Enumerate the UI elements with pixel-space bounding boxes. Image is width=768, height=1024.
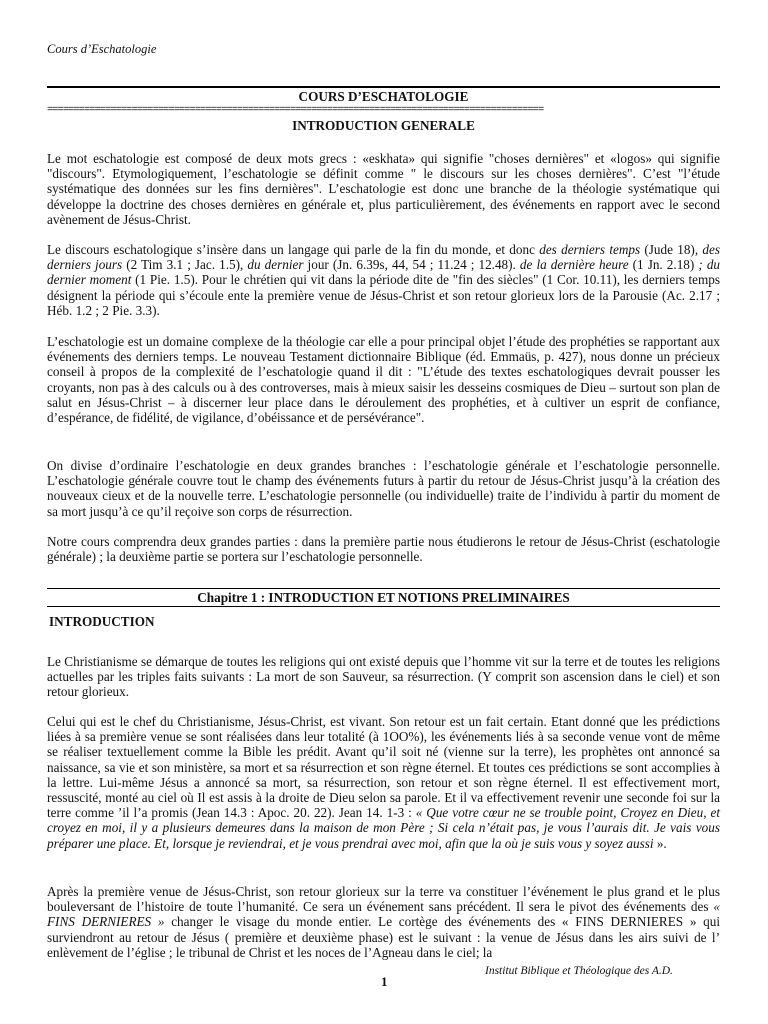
document-page [47,0,720,1024]
title-top-rule [47,86,720,88]
title-separator: ============================================================================================== [47,105,544,116]
chapter-bottom-rule [47,606,720,607]
chapter-paragraph-1: Le Christianisme se démarque de toutes les religions qui ont existé depuis que l’homme vit sur la terre et de toutes les religions actuelles par les triples faits suivants : La mort de son Sauveur, sa résurrection. (Y comprit son ascension dans le ciel) et son retour glorieux. [47,654,720,700]
section-title: INTRODUCTION GENERALE [292,118,475,133]
chapter-heading-bar [47,588,720,607]
chapter-title: Chapitre 1 : INTRODUCTION ET NOTIONS PRELIMINAIRES [197,590,570,605]
chapter-intro-heading: INTRODUCTION [49,614,155,629]
page-number: 1 [381,974,388,989]
intro-paragraph-4: On divise d’ordinaire l’eschatologie en deux grandes branches : l’eschatologie générale et l’eschatologie personnelle. L’eschatologie générale couvre tout le champ des événements futurs à partir du retour de Jésus-Christ jusqu’à la création des nouveaux cieux et de la nouvelle terre. L’eschatologie personnelle (ou individuelle) traite de l’individu à partir du moment de sa mort jusqu’à ce qu’il reçoive son corps de résurrection. [47,458,720,519]
intro-paragraph-1: Le mot eschatologie est composé de deux mots grecs : «eskhata» qui signifie "choses dernières" et «logos» qui signifie "discours". Etymologiquement, l’eschatologie se définit comme " le discours sur les choses dernières". C’est "l’étude systématique des données sur les fins dernières". L’eschatologie est donc une branche de la théologie systématique qui développe la doctrine des choses dernières en générale et, plus particulièrement, des événements en rapport avec le second avènement de Jésus-Christ. [47,151,720,227]
intro-paragraph-3: L’eschatologie est un domaine complexe de la théologie car elle a pour principal objet l’étude des prophéties se rapportant aux événements des derniers temps. Le nouveau Testament dictionnaire Biblique (éd. Emmaüs, p. 427), nous donne un précieux conseil à propos de la complexité de l’eschatologie quand il dit : "L’étude des textes eschatologiques devrait pousser les croyants, non pas à des calculs ou à des controverses, mais à mieux saisir les desseins cosmiques de Dieu – surtout son plan de salut en Jésus-Christ – à discerner leur place dans le déroulement des prophéties, et à cultiver un esprit de confiance, d’espérance, de fidélité, de vigilance, d’obéissance et de persévérance". [47,334,720,426]
intro-paragraph-5: Notre cours comprendra deux grandes parties : dans la première partie nous étudierons le retour de Jésus-Christ (eschatologie générale) ; la deuxième partie se portera sur l’eschatologie personnelle. [47,534,720,565]
intro-paragraph-2: Le discours eschatologique s’insère dans un langage qui parle de la fin du monde, et donc des derniers temps (Jude 18), des derniers jours (2 Tim 3.1 ; Jac. 1.5), du dernier jour (Jn. 6.39s, 44, 54 ; 11.24 ; 12.48). de la dernière heure (1 Jn. 2.18) ; du dernier moment (1 Pie. 1.5). Pour le chrétien qui vit dans la période dite de "fin des siècles" (1 Cor. 10.11), les derniers temps désignent la période qui s’écoule ente la première venue de Jésus-Christ et son retour glorieux lors de la Parousie (Ac. 2.17 ; Héb. 1.2 ; 2 Pie. 3.3). [47,242,721,318]
running-header: Cours d’Eschatologie [47,42,157,56]
chapter-paragraph-3: Après la première venue de Jésus-Christ, son retour glorieux sur la terre va constituer l’événement le plus grand et le plus bouleversant de l’histoire de toute l’humanité. Ce sera un événement sans précédent. Il sera le pivot des événements des « FINS DERNIERES » changer le visage du monde entier. Le cortège des événements des « FINS DERNIERES » qui surviendront au retour de Jésus ( première et deuxième phase) est le suivant : la venue de Jésus dans les airs suivi de l’ enlèvement de l’église ; le tribunal de Christ et les noces de l’Agneau dans le ciel; la [47,884,720,960]
document-title: COURS D’ESCHATOLOGIE [298,89,469,104]
chapter-paragraph-2: Celui qui est le chef du Christianisme, Jésus-Christ, est vivant. Son retour est un fait certain. Etant donné que les prédictions liées à sa première venue se sont réalisées dans leur totalité (à 1OO%), les événements liés à sa seconde venue vont de même se réaliser textuellement comme la Bible les prédit. Avant qu’il soit né (vienne sur la terre), les prophètes ont annoncé sa naissance, sa vie et son ministère, sa mort et sa résurrection et son règne éternel. Et toutes ces prédictions se sont accomplies à la lettre. Lui-même Jésus a annoncé sa mort, sa résurrection, son retour et son règne éternel. Il est effectivement mort, ressuscité, monté au ciel où Il est assis à la droite de Dieu selon sa parole. Et il va effectivement revenir une seconde foi sur la terre comme ’il l’a promis (Jean 14.3 : Apoc. 20. 22). Jean 14. 1-3 : « Que votre cœur ne se trouble point, Croyez en Dieu, et croyez en moi, il y a plusieurs demeures dans la maison de mon Père ; Si cela n’était pas, je vous l’aurais dit. Je vais vous préparer une place. Et, lorsque je reviendrai, et je vous prendrai avec moi, afin que la où je suis vous y soyez aussi ». [47,714,720,851]
title-block [47,86,720,134]
footer-institute: Institut Biblique et Théologique des A.D. [485,965,673,977]
